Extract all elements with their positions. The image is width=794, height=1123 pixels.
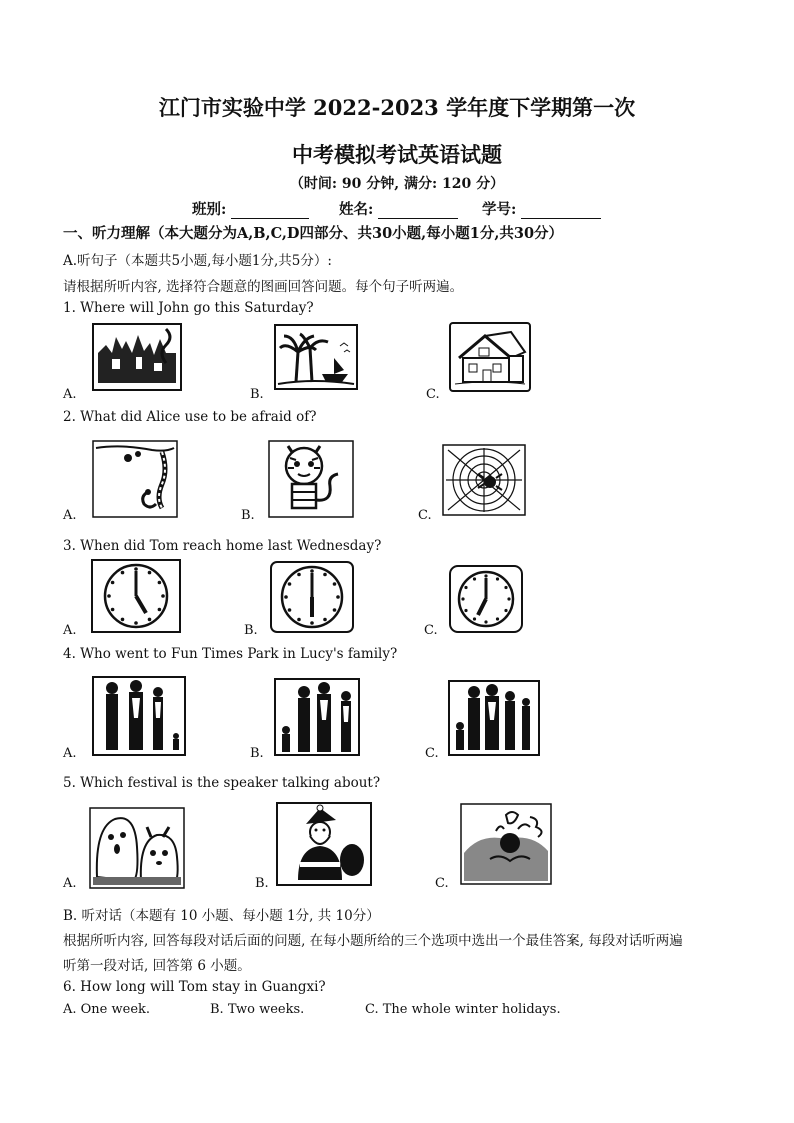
student-id-label: 学号: [482, 201, 517, 218]
part-b-instruction-2: 听第一段对话, 回答第 6 小题。 [63, 958, 251, 974]
name-field[interactable] [339, 198, 458, 219]
q1-option-b-label: B. [250, 387, 264, 402]
question-6: 6. How long will Tom stay in Guangxi? [63, 979, 326, 995]
question-5: 5. Which festival is the speaker talking about? [63, 775, 381, 791]
q4-option-b-image[interactable] [274, 678, 360, 756]
student-id-field[interactable] [482, 198, 601, 219]
q4-option-c-label: C. [425, 746, 439, 761]
q3-option-c-label: C. [424, 623, 438, 638]
q1-option-c-image[interactable] [449, 322, 531, 392]
class-field[interactable] [192, 198, 309, 219]
q4-option-a-image[interactable] [92, 676, 186, 756]
q5-option-a-label: A. [63, 876, 77, 891]
q5-option-c-label: C. [435, 876, 449, 891]
q2-option-b-label: B. [241, 508, 255, 523]
q5-option-a-halloween-image[interactable] [89, 807, 185, 889]
q6-option-c[interactable]: C. The whole winter holidays. [365, 1002, 561, 1017]
name-label: 姓名: [339, 201, 374, 218]
q3-option-b-clock-image[interactable] [270, 561, 354, 633]
question-4: 4. Who went to Fun Times Park in Lucy's family? [63, 646, 398, 662]
name-blank[interactable] [378, 204, 458, 219]
q3-option-c-clock-image[interactable] [449, 565, 523, 633]
page-title: 江门市实验中学 2022-2023 学年度下学期第一次 [158, 95, 636, 120]
q1-option-a-image[interactable] [92, 323, 182, 391]
q2-option-a-image[interactable] [92, 440, 178, 518]
q4-option-a-label: A. [63, 746, 77, 761]
class-label: 班别: [192, 201, 227, 218]
q3-option-a-clock-image[interactable] [91, 559, 181, 633]
q1-option-a-label: A. [63, 387, 77, 402]
q2-option-b-image[interactable] [268, 440, 354, 518]
question-2: 2. What did Alice use to be afraid of? [63, 409, 317, 425]
q1-option-c-label: C. [426, 387, 440, 402]
part-a-title: A.听句子（本题共5小题,每小题1分,共5分）: [63, 253, 332, 269]
q3-option-a-label: A. [63, 623, 77, 638]
exam-info: （时间: 90 分钟, 满分: 120 分） [289, 176, 505, 192]
student-id-blank[interactable] [521, 204, 601, 219]
question-1: 1. Where will John go this Saturday? [63, 300, 314, 316]
class-blank[interactable] [231, 204, 309, 219]
q3-option-b-label: B. [244, 623, 258, 638]
q2-option-c-image[interactable] [442, 444, 526, 516]
q2-option-a-label: A. [63, 508, 77, 523]
q2-option-c-label: C. [418, 508, 432, 523]
question-3: 3. When did Tom reach home last Wednesday? [63, 538, 382, 554]
q4-option-b-label: B. [250, 746, 264, 761]
q5-option-b-christmas-image[interactable] [276, 802, 372, 886]
part-b-title: B. 听对话（本题有 10 小题、每小题 1分, 共 10分） [63, 908, 380, 924]
part-b-instruction-1: 根据所听内容, 回答每段对话后面的问题, 在每小题所给的三个选项中选出一个最佳答案, 每段对话听两遍 [63, 933, 683, 949]
q4-option-c-image[interactable] [448, 680, 540, 756]
part-a-instruction: 请根据所听内容, 选择符合题意的图画回答问题。每个句子听两遍。 [63, 279, 464, 295]
q6-option-a[interactable]: A. One week. [63, 1002, 151, 1017]
page-subtitle: 中考模拟考试英语试题 [292, 142, 502, 167]
section-heading: 一、听力理解（本大题分为A,B,C,D四部分、共30小题,每小题1分,共30分） [63, 225, 564, 242]
q6-option-b[interactable]: B. Two weeks. [210, 1002, 305, 1017]
q1-option-b-image[interactable] [274, 324, 358, 390]
q5-option-b-label: B. [255, 876, 269, 891]
q5-option-c-image[interactable] [460, 803, 552, 885]
